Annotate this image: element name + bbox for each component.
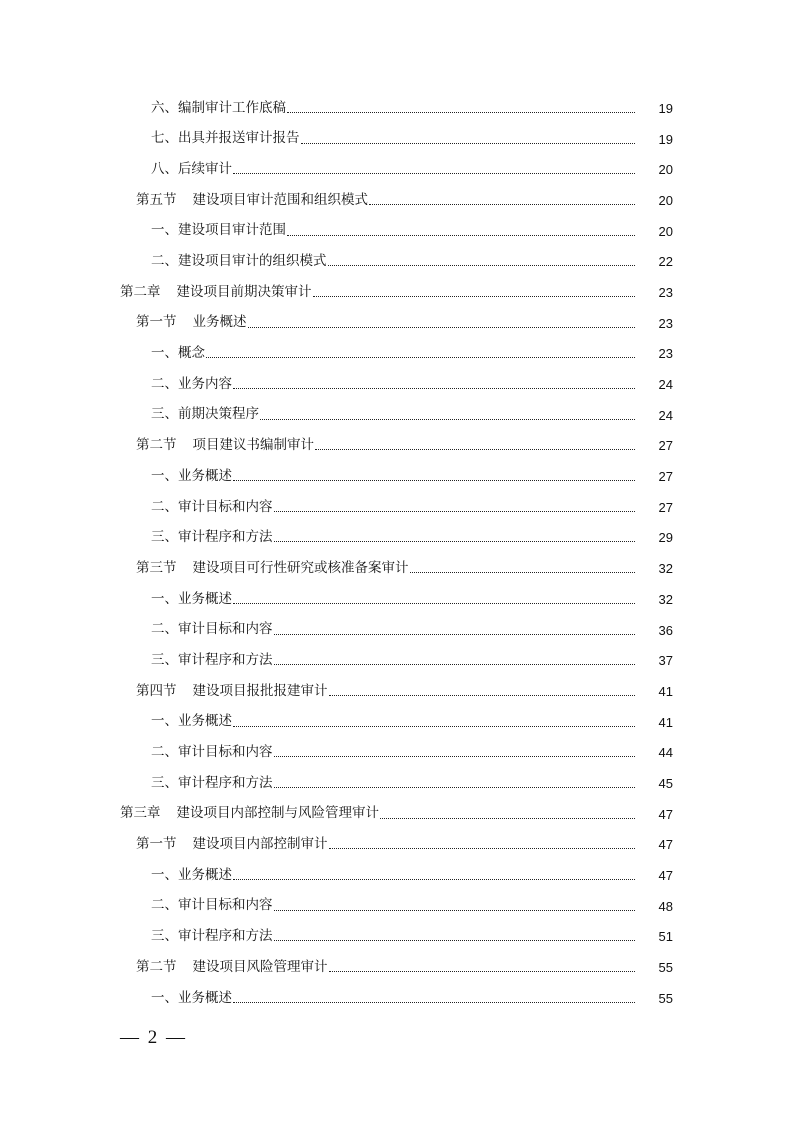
toc-entry-page-number: 41 — [658, 683, 673, 699]
toc-entry-item — [0, 461, 793, 492]
dot-leader — [369, 204, 635, 205]
toc-entry-heading — [151, 623, 273, 637]
dot-leader — [274, 756, 636, 757]
toc-entry-heading — [151, 99, 286, 116]
toc-entry-page-number: 44 — [658, 745, 673, 761]
toc-entry-title: 审计目标和内容 — [178, 498, 273, 515]
toc-entry-page-number: 23 — [658, 284, 673, 300]
toc-entry-heading — [136, 838, 328, 852]
toc-entry-title: 编制审计工作底稿 — [178, 99, 286, 116]
dot-leader — [233, 879, 635, 880]
toc-entry-item — [0, 523, 793, 554]
dot-leader — [380, 818, 635, 819]
toc-entry-heading — [136, 316, 247, 330]
dot-leader — [260, 419, 635, 420]
toc-entry-title: 建设项目内部控制与风险管理审计 — [176, 805, 379, 822]
toc-entry-section — [0, 308, 793, 339]
toc-entry-title: 建设项目内部控制审计 — [192, 836, 328, 853]
toc-entry-page-number: 27 — [658, 499, 673, 515]
toc-entry-section — [0, 830, 793, 861]
toc-entry-title: 审计目标和内容 — [178, 621, 273, 638]
toc-entry-heading — [136, 191, 368, 208]
toc-entry-page-number: 32 — [658, 591, 673, 607]
toc-entry-page-number: 20 — [658, 192, 673, 208]
toc-entry-number: 一、 — [151, 713, 178, 730]
toc-entry-page-number: 45 — [658, 775, 673, 791]
dot-leader — [329, 971, 636, 972]
toc-entry-item — [0, 584, 793, 615]
dot-leader — [287, 235, 635, 236]
toc-entry-number: 第三节 — [136, 559, 177, 576]
toc-entry-page-number: 55 — [658, 990, 673, 1006]
dot-leader — [328, 265, 636, 266]
toc-entry-number: 一、 — [151, 467, 178, 484]
toc-entry-title: 业务内容 — [178, 375, 232, 392]
toc-entry-heading — [151, 899, 273, 913]
toc-entry-number: 七、 — [151, 130, 178, 147]
toc-entry-item — [0, 216, 793, 247]
toc-entry-number: 二、 — [151, 253, 178, 270]
toc-entry-chapter — [0, 799, 793, 830]
toc-entry-title: 审计程序和方法 — [178, 774, 273, 791]
toc-entry-number: 一、 — [151, 590, 178, 607]
toc-entry-number: 三、 — [151, 651, 178, 668]
toc-entry-number: 一、 — [151, 222, 178, 239]
toc-entry-title: 业务概述 — [178, 866, 232, 883]
toc-entry-title: 建设项目前期决策审计 — [176, 283, 312, 300]
toc-entry-title: 业务概述 — [192, 314, 247, 331]
toc-entry-item — [0, 154, 793, 185]
dot-leader — [206, 357, 635, 358]
toc-entry-heading — [151, 531, 273, 545]
toc-entry-number: 第一节 — [136, 314, 177, 331]
toc-entry-page-number: 20 — [658, 223, 673, 239]
toc-entry-heading — [136, 682, 328, 699]
toc-entry-number: 八、 — [151, 160, 178, 177]
toc-entry-item — [0, 369, 793, 400]
toc-entry-number: 第三章 — [120, 805, 161, 822]
toc-entry-page-number: 27 — [658, 438, 673, 454]
toc-entry-section — [0, 431, 793, 462]
toc-entry-item — [0, 124, 793, 155]
toc-entry-page-number: 51 — [658, 929, 673, 945]
toc-entry-title: 建设项目风险管理审计 — [192, 958, 328, 975]
dot-leader — [329, 695, 636, 696]
toc-entry-number: 一、 — [151, 866, 178, 883]
dot-leader — [248, 327, 636, 328]
toc-entry-number: 三、 — [151, 406, 178, 423]
toc-entry-number: 三、 — [151, 928, 178, 945]
toc-entry-number: 第五节 — [136, 191, 177, 208]
toc-entry-page-number: 23 — [658, 346, 673, 362]
dot-leader — [274, 634, 636, 635]
toc-entry-item — [0, 400, 793, 431]
toc-entry-item — [0, 615, 793, 646]
toc-entry-heading — [151, 408, 259, 422]
dot-leader — [233, 603, 635, 604]
table-of-contents — [0, 93, 793, 1014]
dot-leader — [233, 388, 635, 389]
toc-entry-page-number: 36 — [658, 622, 673, 638]
toc-entry-item — [0, 492, 793, 523]
toc-entry-heading — [120, 283, 312, 300]
dot-leader — [301, 143, 636, 144]
dot-leader — [233, 726, 635, 727]
toc-entry-heading — [151, 866, 232, 883]
toc-entry-title: 建设项目可行性研究或核准备案审计 — [192, 559, 409, 576]
toc-entry-heading — [151, 255, 327, 269]
toc-entry-item — [0, 737, 793, 768]
toc-entry-number: 三、 — [151, 774, 178, 791]
dot-leader — [233, 173, 635, 174]
dot-leader — [315, 449, 635, 450]
dot-leader — [233, 480, 635, 481]
toc-entry-title: 业务概述 — [178, 467, 232, 484]
toc-entry-title: 建设项目审计的组织模式 — [178, 253, 327, 270]
toc-entry-heading — [136, 439, 314, 453]
toc-entry-number: 一、 — [151, 989, 178, 1006]
toc-entry-number: 一、 — [151, 345, 178, 362]
dot-leader — [274, 910, 636, 911]
toc-entry-heading — [151, 715, 232, 729]
dot-leader — [274, 940, 636, 941]
toc-entry-item — [0, 246, 793, 277]
toc-entry-page-number: 55 — [658, 960, 673, 976]
toc-entry-page-number: 22 — [658, 254, 673, 270]
toc-entry-number: 第二章 — [120, 283, 161, 300]
toc-entry-title: 出具并报送审计报告 — [178, 130, 300, 147]
toc-entry-item — [0, 922, 793, 953]
dot-leader — [274, 541, 636, 542]
toc-entry-number: 二、 — [151, 897, 178, 914]
toc-entry-section — [0, 185, 793, 216]
toc-entry-page-number: 29 — [658, 530, 673, 546]
toc-entry-title: 概念 — [178, 345, 205, 362]
toc-entry-section — [0, 676, 793, 707]
toc-entry-item — [0, 93, 793, 124]
toc-entry-page-number: 27 — [658, 469, 673, 485]
toc-entry-title: 前期决策程序 — [178, 406, 259, 423]
toc-entry-item — [0, 645, 793, 676]
toc-entry-title: 业务概述 — [178, 590, 232, 607]
toc-entry-number: 第一节 — [136, 836, 177, 853]
toc-entry-number: 二、 — [151, 744, 178, 761]
toc-entry-page-number: 47 — [658, 806, 673, 822]
toc-entry-number: 第二节 — [136, 437, 177, 454]
toc-entry-page-number: 24 — [658, 407, 673, 423]
toc-entry-number: 三、 — [151, 529, 178, 546]
toc-entry-page-number: 24 — [658, 377, 673, 393]
toc-entry-heading — [151, 930, 273, 944]
toc-entry-heading — [151, 590, 232, 607]
toc-entry-page-number: 41 — [658, 714, 673, 730]
toc-entry-item — [0, 339, 793, 370]
toc-entry-number: 第四节 — [136, 682, 177, 699]
toc-entry-page-number: 48 — [658, 898, 673, 914]
toc-entry-heading — [151, 224, 286, 238]
toc-entry-page-number: 23 — [658, 315, 673, 331]
dot-leader — [410, 572, 636, 573]
toc-entry-number: 六、 — [151, 99, 178, 116]
toc-entry-title: 审计程序和方法 — [178, 651, 273, 668]
toc-entry-page-number: 47 — [658, 837, 673, 853]
toc-entry-heading — [136, 559, 409, 576]
toc-entry-section — [0, 952, 793, 983]
dot-leader — [274, 664, 636, 665]
toc-entry-number: 二、 — [151, 621, 178, 638]
dot-leader — [274, 511, 636, 512]
toc-entry-title: 业务概述 — [178, 713, 232, 730]
toc-entry-title: 项目建议书编制审计 — [192, 437, 314, 454]
toc-entry-section — [0, 553, 793, 584]
toc-entry-page-number: 32 — [658, 561, 673, 577]
toc-entry-item — [0, 891, 793, 922]
toc-entry-heading — [151, 651, 273, 668]
dot-leader — [329, 848, 636, 849]
toc-entry-heading — [120, 807, 379, 821]
toc-entry-title: 后续审计 — [178, 160, 232, 177]
toc-entry-heading — [151, 347, 205, 361]
toc-entry-heading — [151, 132, 300, 146]
toc-entry-item — [0, 983, 793, 1014]
page-number-footer: — 2 — — [120, 1027, 187, 1048]
toc-entry-title: 审计目标和内容 — [178, 897, 273, 914]
toc-entry-title: 审计目标和内容 — [178, 744, 273, 761]
toc-entry-title: 建设项目报批报建审计 — [192, 682, 328, 699]
toc-entry-heading — [136, 958, 328, 975]
toc-entry-number: 二、 — [151, 375, 178, 392]
toc-entry-page-number: 19 — [658, 131, 673, 147]
toc-entry-heading — [151, 467, 232, 484]
toc-entry-title: 建设项目审计范围和组织模式 — [192, 191, 368, 208]
toc-entry-heading — [151, 375, 232, 392]
toc-entry-item — [0, 860, 793, 891]
toc-entry-title: 审计程序和方法 — [178, 529, 273, 546]
toc-entry-number: 第二节 — [136, 958, 177, 975]
toc-entry-heading — [151, 498, 273, 515]
dot-leader — [274, 787, 636, 788]
dot-leader — [313, 296, 636, 297]
dot-leader — [233, 1002, 635, 1003]
toc-entry-heading — [151, 774, 273, 791]
toc-entry-page-number: 20 — [658, 162, 673, 178]
toc-entry-heading — [151, 160, 232, 177]
toc-entry-number: 二、 — [151, 498, 178, 515]
toc-entry-item — [0, 768, 793, 799]
toc-entry-title: 建设项目审计范围 — [178, 222, 286, 239]
toc-entry-title: 业务概述 — [178, 989, 232, 1006]
toc-entry-heading — [151, 989, 232, 1006]
toc-entry-title: 审计程序和方法 — [178, 928, 273, 945]
toc-entry-page-number: 19 — [658, 100, 673, 116]
toc-entry-chapter — [0, 277, 793, 308]
toc-entry-item — [0, 707, 793, 738]
dot-leader — [287, 112, 635, 113]
toc-entry-page-number: 47 — [658, 868, 673, 884]
toc-entry-heading — [151, 746, 273, 760]
toc-entry-page-number: 37 — [658, 653, 673, 669]
